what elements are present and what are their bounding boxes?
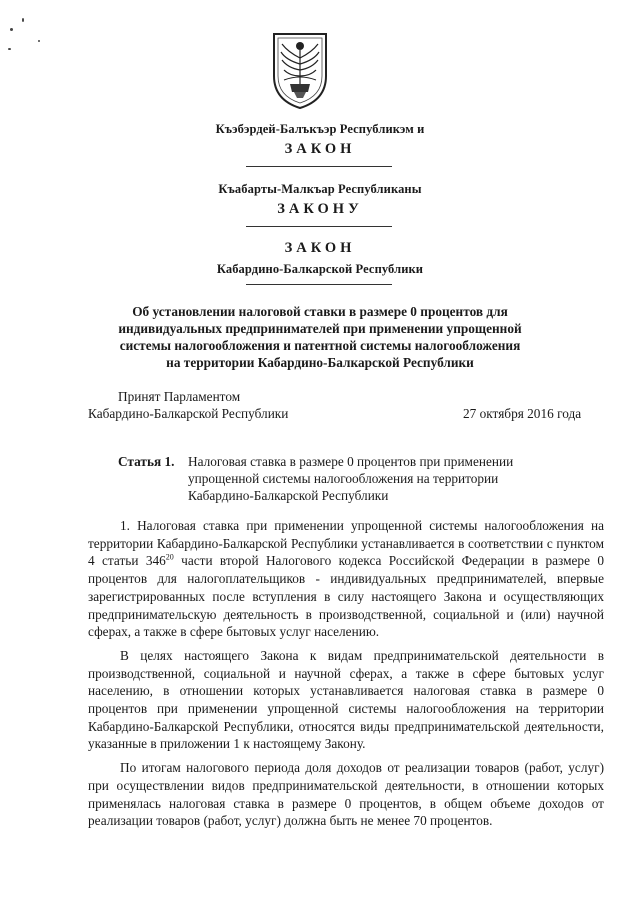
republic-name-balkar: Къабарты-Малкъар Республиканы [218,182,422,196]
law-heading-kabardian: ЗАКОН [284,141,356,157]
republic-name-kabardian: Къэбэрдей-Балъкъэр Республикэм и [215,122,425,136]
paragraph: По итогам налогового периода доля доходов от реализации товаров (работ, услуг) при осуществлении видов предпринимательской деятельности, в отношении которых применялась налоговая ставка в размере 0 процентов, в общем объеме доходов от реализации товаров (работ, услуг) должна быть не менее 70 процентов. [88,760,604,829]
article-body [88,517,604,836]
adopted-by-parliament: Кабардино-Балкарской Республики [88,406,289,421]
divider-line [246,166,392,167]
paragraph [88,517,604,641]
scan-speck [38,40,40,42]
article-label: Статья 1. [118,454,175,469]
scan-speck [22,18,24,22]
paragraph: В целях настоящего Закона к видам предпринимательской деятельности в производственной, социальной и научной сферах, а также в сфере бытовых услуг населению, в отношении которых устанавливается налоговая ставка в размере 0 процентов при применении упрощенной системы налогообложения на территории Кабардино-Балкарской Республики, относятся виды предпринимательской деятельности, указанные в приложении 1 к настоящему Закону. [88,647,604,752]
law-title-line: Об установлении налоговой ставки в размере 0 процентов для [132,304,508,319]
scan-speck [10,28,13,31]
article-title-line: Кабардино-Балкарской Республики [188,488,389,503]
paragraph-text: 1. Налоговая ставка при применении упрощенной системы налогообложения на территории Кабардино-Балкарской Республики устанавливается в соответствии с пунктом 4 статьи 346 [88,518,604,569]
article-title-line: Налоговая ставка в размере 0 процентов при применении [188,454,514,469]
coat-of-arms-icon [270,30,330,110]
adoption-date: 27 октября 2016 года [463,406,582,421]
law-title [100,303,540,371]
divider-line [246,226,392,227]
scan-speck [8,48,11,50]
adopted-by-line: Принят Парламентом [118,389,241,404]
law-heading-russian: ЗАКОН [284,240,356,256]
law-title-line: системы налогообложения и патентной системы налогообложения [119,338,521,353]
law-title-line: на территории Кабардино-Балкарской Республики [166,355,474,370]
republic-name-russian: Кабардино-Балкарской Республики [216,262,424,276]
article-title-line: упрощенной системы налогообложения на территории [188,471,499,486]
article-title [188,453,588,504]
superscript: 20 [165,552,174,562]
article-heading [118,453,578,505]
divider-line [246,284,392,285]
paragraph-text: части второй Налогового кодекса Российской Федерации в размере 0 процентов для налогоплательщиков - индивидуальных предпринимателей, впервые зарегистрированных после вступления в силу настоящего Закона и осуществляющих предпринимательскую деятельность в производственной, социальной и (или) научной сферах, а также в сфере бытовых услуг населению. [88,553,604,640]
law-heading-balkar: ЗАКОНУ [277,201,363,217]
law-title-line: индивидуальных предпринимателей при применении упрощенной [118,321,522,336]
